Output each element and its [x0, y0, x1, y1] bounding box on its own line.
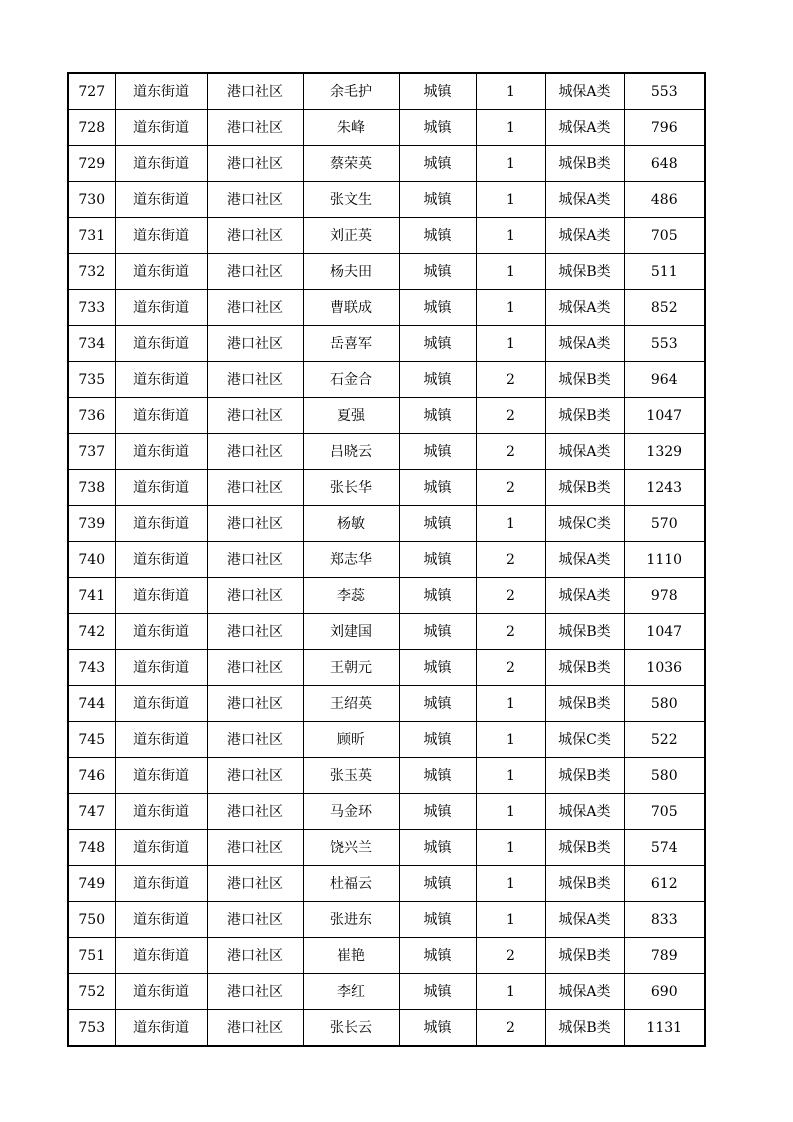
serial-cell: 748 — [68, 830, 115, 866]
community-cell: 港口社区 — [207, 974, 303, 1010]
amount-cell: 1329 — [624, 434, 705, 470]
insurance-type-cell: 城保A类 — [545, 542, 624, 578]
serial-cell: 751 — [68, 938, 115, 974]
insurance-type-cell: 城保B类 — [545, 650, 624, 686]
community-cell: 港口社区 — [207, 182, 303, 218]
household-size-cell: 2 — [476, 650, 545, 686]
name-cell: 杨夫田 — [303, 254, 399, 290]
name-cell: 王绍英 — [303, 686, 399, 722]
street-cell: 道东街道 — [115, 614, 207, 650]
serial-cell: 730 — [68, 182, 115, 218]
household-size-cell: 1 — [476, 110, 545, 146]
table-row — [68, 146, 705, 182]
street-cell: 道东街道 — [115, 758, 207, 794]
category-cell: 城镇 — [399, 362, 476, 398]
street-cell: 道东街道 — [115, 938, 207, 974]
serial-cell: 744 — [68, 686, 115, 722]
name-cell: 饶兴兰 — [303, 830, 399, 866]
serial-cell: 728 — [68, 110, 115, 146]
name-cell: 张玉英 — [303, 758, 399, 794]
community-cell: 港口社区 — [207, 362, 303, 398]
category-cell: 城镇 — [399, 614, 476, 650]
serial-cell: 738 — [68, 470, 115, 506]
amount-cell: 522 — [624, 722, 705, 758]
community-cell: 港口社区 — [207, 506, 303, 542]
insurance-type-cell: 城保A类 — [545, 290, 624, 326]
community-cell: 港口社区 — [207, 542, 303, 578]
serial-cell: 727 — [68, 73, 115, 110]
household-size-cell: 1 — [476, 73, 545, 110]
name-cell: 张文生 — [303, 182, 399, 218]
insurance-type-cell: 城保B类 — [545, 758, 624, 794]
name-cell: 崔艳 — [303, 938, 399, 974]
amount-cell: 553 — [624, 326, 705, 362]
insurance-type-cell: 城保A类 — [545, 902, 624, 938]
insurance-type-cell: 城保B类 — [545, 398, 624, 434]
table-row — [68, 398, 705, 434]
household-size-cell: 1 — [476, 722, 545, 758]
name-cell: 李红 — [303, 974, 399, 1010]
serial-cell: 745 — [68, 722, 115, 758]
insurance-type-cell: 城保A类 — [545, 794, 624, 830]
serial-cell: 729 — [68, 146, 115, 182]
amount-cell: 833 — [624, 902, 705, 938]
street-cell: 道东街道 — [115, 1010, 207, 1047]
community-cell: 港口社区 — [207, 110, 303, 146]
serial-cell: 753 — [68, 1010, 115, 1047]
street-cell: 道东街道 — [115, 902, 207, 938]
name-cell: 郑志华 — [303, 542, 399, 578]
insurance-type-cell: 城保B类 — [545, 1010, 624, 1047]
street-cell: 道东街道 — [115, 362, 207, 398]
serial-cell: 749 — [68, 866, 115, 902]
insurance-type-cell: 城保B类 — [545, 614, 624, 650]
community-cell: 港口社区 — [207, 326, 303, 362]
name-cell: 余毛护 — [303, 73, 399, 110]
category-cell: 城镇 — [399, 434, 476, 470]
community-cell: 港口社区 — [207, 254, 303, 290]
table-row — [68, 362, 705, 398]
table-row — [68, 866, 705, 902]
category-cell: 城镇 — [399, 938, 476, 974]
household-size-cell: 2 — [476, 398, 545, 434]
community-cell: 港口社区 — [207, 290, 303, 326]
amount-cell: 1047 — [624, 398, 705, 434]
insurance-type-cell: 城保A类 — [545, 974, 624, 1010]
table-row — [68, 506, 705, 542]
name-cell: 杜福云 — [303, 866, 399, 902]
serial-cell: 739 — [68, 506, 115, 542]
household-size-cell: 1 — [476, 506, 545, 542]
street-cell: 道东街道 — [115, 974, 207, 1010]
table-row — [68, 650, 705, 686]
amount-cell: 789 — [624, 938, 705, 974]
category-cell: 城镇 — [399, 650, 476, 686]
street-cell: 道东街道 — [115, 686, 207, 722]
community-cell: 港口社区 — [207, 434, 303, 470]
household-size-cell: 1 — [476, 146, 545, 182]
household-size-cell: 2 — [476, 434, 545, 470]
name-cell: 马金环 — [303, 794, 399, 830]
name-cell: 夏强 — [303, 398, 399, 434]
community-cell: 港口社区 — [207, 398, 303, 434]
category-cell: 城镇 — [399, 902, 476, 938]
household-size-cell: 1 — [476, 830, 545, 866]
amount-cell: 705 — [624, 218, 705, 254]
amount-cell: 574 — [624, 830, 705, 866]
amount-cell: 1047 — [624, 614, 705, 650]
serial-cell: 737 — [68, 434, 115, 470]
category-cell: 城镇 — [399, 1010, 476, 1047]
community-cell: 港口社区 — [207, 146, 303, 182]
household-size-cell: 1 — [476, 758, 545, 794]
name-cell: 李蕊 — [303, 578, 399, 614]
street-cell: 道东街道 — [115, 398, 207, 434]
insurance-type-cell: 城保A类 — [545, 182, 624, 218]
street-cell: 道东街道 — [115, 650, 207, 686]
serial-cell: 736 — [68, 398, 115, 434]
community-cell: 港口社区 — [207, 578, 303, 614]
street-cell: 道东街道 — [115, 794, 207, 830]
insurance-type-cell: 城保B类 — [545, 938, 624, 974]
household-size-cell: 2 — [476, 614, 545, 650]
community-cell: 港口社区 — [207, 794, 303, 830]
household-size-cell: 2 — [476, 470, 545, 506]
street-cell: 道东街道 — [115, 578, 207, 614]
serial-cell: 731 — [68, 218, 115, 254]
table-row — [68, 290, 705, 326]
street-cell: 道东街道 — [115, 146, 207, 182]
insurance-type-cell: 城保B类 — [545, 362, 624, 398]
insurance-type-cell: 城保B类 — [545, 830, 624, 866]
street-cell: 道东街道 — [115, 506, 207, 542]
table-row — [68, 830, 705, 866]
category-cell: 城镇 — [399, 470, 476, 506]
category-cell: 城镇 — [399, 218, 476, 254]
category-cell: 城镇 — [399, 182, 476, 218]
household-size-cell: 1 — [476, 326, 545, 362]
household-size-cell: 1 — [476, 974, 545, 1010]
serial-cell: 732 — [68, 254, 115, 290]
insurance-type-cell: 城保A类 — [545, 73, 624, 110]
name-cell: 王朝元 — [303, 650, 399, 686]
amount-cell: 1131 — [624, 1010, 705, 1047]
insurance-type-cell: 城保B类 — [545, 146, 624, 182]
serial-cell: 741 — [68, 578, 115, 614]
name-cell: 蔡荣英 — [303, 146, 399, 182]
community-cell: 港口社区 — [207, 902, 303, 938]
household-size-cell: 2 — [476, 578, 545, 614]
street-cell: 道东街道 — [115, 290, 207, 326]
table-row — [68, 110, 705, 146]
amount-cell: 690 — [624, 974, 705, 1010]
table-row — [68, 794, 705, 830]
name-cell: 吕晓云 — [303, 434, 399, 470]
category-cell: 城镇 — [399, 686, 476, 722]
category-cell: 城镇 — [399, 578, 476, 614]
category-cell: 城镇 — [399, 290, 476, 326]
community-cell: 港口社区 — [207, 73, 303, 110]
category-cell: 城镇 — [399, 722, 476, 758]
street-cell: 道东街道 — [115, 542, 207, 578]
table-row — [68, 218, 705, 254]
name-cell: 杨敏 — [303, 506, 399, 542]
amount-cell: 1036 — [624, 650, 705, 686]
category-cell: 城镇 — [399, 326, 476, 362]
insurance-type-cell: 城保C类 — [545, 506, 624, 542]
serial-cell: 742 — [68, 614, 115, 650]
serial-cell: 746 — [68, 758, 115, 794]
table-row — [68, 758, 705, 794]
street-cell: 道东街道 — [115, 182, 207, 218]
street-cell: 道东街道 — [115, 830, 207, 866]
community-cell: 港口社区 — [207, 470, 303, 506]
amount-cell: 612 — [624, 866, 705, 902]
category-cell: 城镇 — [399, 758, 476, 794]
name-cell: 岳喜军 — [303, 326, 399, 362]
street-cell: 道东街道 — [115, 218, 207, 254]
amount-cell: 796 — [624, 110, 705, 146]
insurance-type-cell: 城保A类 — [545, 434, 624, 470]
table-row — [68, 73, 705, 110]
table-row — [68, 902, 705, 938]
category-cell: 城镇 — [399, 254, 476, 290]
table-row — [68, 1010, 705, 1047]
amount-cell: 580 — [624, 758, 705, 794]
amount-cell: 852 — [624, 290, 705, 326]
household-size-cell: 2 — [476, 1010, 545, 1047]
amount-cell: 511 — [624, 254, 705, 290]
household-size-cell: 1 — [476, 794, 545, 830]
table-row — [68, 470, 705, 506]
household-size-cell: 1 — [476, 290, 545, 326]
category-cell: 城镇 — [399, 110, 476, 146]
insurance-type-cell: 城保A类 — [545, 218, 624, 254]
household-size-cell: 2 — [476, 542, 545, 578]
household-size-cell: 2 — [476, 362, 545, 398]
category-cell: 城镇 — [399, 866, 476, 902]
community-cell: 港口社区 — [207, 830, 303, 866]
category-cell: 城镇 — [399, 73, 476, 110]
street-cell: 道东街道 — [115, 434, 207, 470]
household-size-cell: 1 — [476, 218, 545, 254]
table-row — [68, 614, 705, 650]
amount-cell: 1243 — [624, 470, 705, 506]
community-cell: 港口社区 — [207, 650, 303, 686]
name-cell: 张长云 — [303, 1010, 399, 1047]
amount-cell: 978 — [624, 578, 705, 614]
community-cell: 港口社区 — [207, 686, 303, 722]
table-row — [68, 974, 705, 1010]
amount-cell: 570 — [624, 506, 705, 542]
category-cell: 城镇 — [399, 974, 476, 1010]
table-row — [68, 722, 705, 758]
insurance-type-cell: 城保A类 — [545, 326, 624, 362]
name-cell: 刘建国 — [303, 614, 399, 650]
community-cell: 港口社区 — [207, 1010, 303, 1047]
amount-cell: 648 — [624, 146, 705, 182]
amount-cell: 553 — [624, 73, 705, 110]
community-cell: 港口社区 — [207, 614, 303, 650]
serial-cell: 734 — [68, 326, 115, 362]
table-row — [68, 938, 705, 974]
table-row — [68, 686, 705, 722]
table-row — [68, 578, 705, 614]
street-cell: 道东街道 — [115, 110, 207, 146]
insurance-type-cell: 城保B类 — [545, 470, 624, 506]
household-size-cell: 1 — [476, 902, 545, 938]
amount-cell: 580 — [624, 686, 705, 722]
category-cell: 城镇 — [399, 830, 476, 866]
amount-cell: 1110 — [624, 542, 705, 578]
category-cell: 城镇 — [399, 146, 476, 182]
roster-table — [67, 72, 706, 1047]
table-row — [68, 542, 705, 578]
table-row — [68, 434, 705, 470]
category-cell: 城镇 — [399, 506, 476, 542]
insurance-type-cell: 城保A类 — [545, 578, 624, 614]
serial-cell: 750 — [68, 902, 115, 938]
category-cell: 城镇 — [399, 542, 476, 578]
serial-cell: 733 — [68, 290, 115, 326]
name-cell: 石金合 — [303, 362, 399, 398]
insurance-type-cell: 城保B类 — [545, 866, 624, 902]
community-cell: 港口社区 — [207, 218, 303, 254]
name-cell: 曹联成 — [303, 290, 399, 326]
street-cell: 道东街道 — [115, 470, 207, 506]
insurance-type-cell: 城保B类 — [545, 254, 624, 290]
serial-cell: 743 — [68, 650, 115, 686]
street-cell: 道东街道 — [115, 254, 207, 290]
household-size-cell: 1 — [476, 182, 545, 218]
name-cell: 张进东 — [303, 902, 399, 938]
name-cell: 朱峰 — [303, 110, 399, 146]
household-size-cell: 1 — [476, 686, 545, 722]
street-cell: 道东街道 — [115, 722, 207, 758]
category-cell: 城镇 — [399, 398, 476, 434]
community-cell: 港口社区 — [207, 758, 303, 794]
amount-cell: 964 — [624, 362, 705, 398]
roster-body — [68, 73, 705, 1046]
category-cell: 城镇 — [399, 794, 476, 830]
name-cell: 刘正英 — [303, 218, 399, 254]
household-size-cell: 1 — [476, 866, 545, 902]
household-size-cell: 2 — [476, 938, 545, 974]
serial-cell: 740 — [68, 542, 115, 578]
table-row — [68, 326, 705, 362]
insurance-type-cell: 城保A类 — [545, 110, 624, 146]
serial-cell: 752 — [68, 974, 115, 1010]
amount-cell: 705 — [624, 794, 705, 830]
street-cell: 道东街道 — [115, 73, 207, 110]
community-cell: 港口社区 — [207, 866, 303, 902]
amount-cell: 486 — [624, 182, 705, 218]
name-cell: 张长华 — [303, 470, 399, 506]
table-row — [68, 182, 705, 218]
name-cell: 顾昕 — [303, 722, 399, 758]
household-size-cell: 1 — [476, 254, 545, 290]
serial-cell: 735 — [68, 362, 115, 398]
street-cell: 道东街道 — [115, 326, 207, 362]
serial-cell: 747 — [68, 794, 115, 830]
insurance-type-cell: 城保B类 — [545, 686, 624, 722]
community-cell: 港口社区 — [207, 938, 303, 974]
community-cell: 港口社区 — [207, 722, 303, 758]
insurance-type-cell: 城保C类 — [545, 722, 624, 758]
street-cell: 道东街道 — [115, 866, 207, 902]
table-row — [68, 254, 705, 290]
